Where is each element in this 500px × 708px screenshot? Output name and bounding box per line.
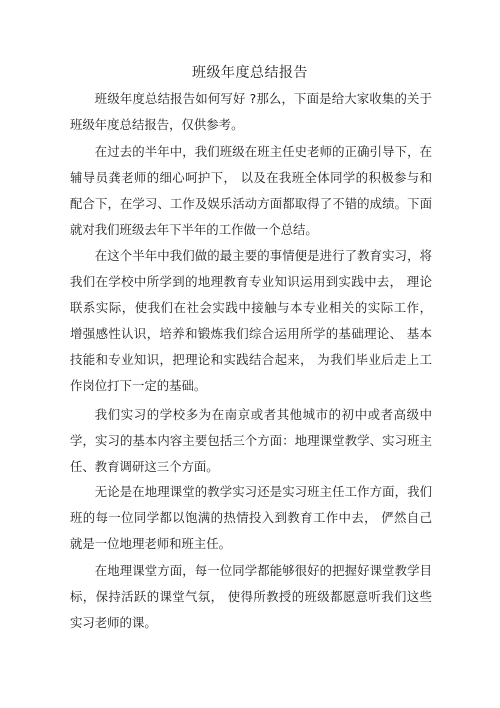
paragraph-intro: 班级年度总结报告如何写好 ?那么，下面是给大家收集的关于班级年度总结报告，仅供参考。 — [70, 91, 432, 132]
document-title: 班级年度总结报告 — [192, 65, 308, 81]
paragraph-enthusiasm: 无论是在地理课堂的教学实习还是实习班主任工作方面，我们班的每一位同学都以饱满的热情投入到教育工作中去， 俨然自己就是一位地理老师和班主任。 — [70, 484, 432, 551]
paragraph-overview: 在过去的半年中，我们班级在班主任史老师的正确引导下，在辅导员龚老师的细心呵护下， 以及在我班全体同学的积极参与和配合下，在学习、工作及娱乐活动方面都取得了不错的成绩。下面就对我们班级去年下半年的工作做一个总结。 — [70, 144, 432, 237]
paragraph-teaching-practice: 在这个半年中我们做的最主要的事情便是进行了教育实习，将我们在学校中所学到的地理教育专业知识运用到实践中去， 理论联系实际，使我们在社会实践中接触与本专业相关的实际工作， 增强感性认识，培养和锻炼我们综合运用所学的基础理论、 基本技能和专业知识，把理论和实践结合起来， 为我们毕业后走上工作岗位打下一定的基础。 — [70, 248, 432, 393]
paragraph-practice-schools: 我们实习的学校多为在南京或者其他城市的初中或者高级中学，实习的基本内容主要包括三个方面：地理课堂教学、实习班主任、教育调研这三个方面。 — [70, 407, 432, 474]
paragraph-classroom: 在地理课堂方面，每一位同学都能够很好的把握好课堂教学目标，保持活跃的课堂气氛， 使得所教授的班级都愿意听我们这些实习老师的课。 — [70, 563, 432, 630]
